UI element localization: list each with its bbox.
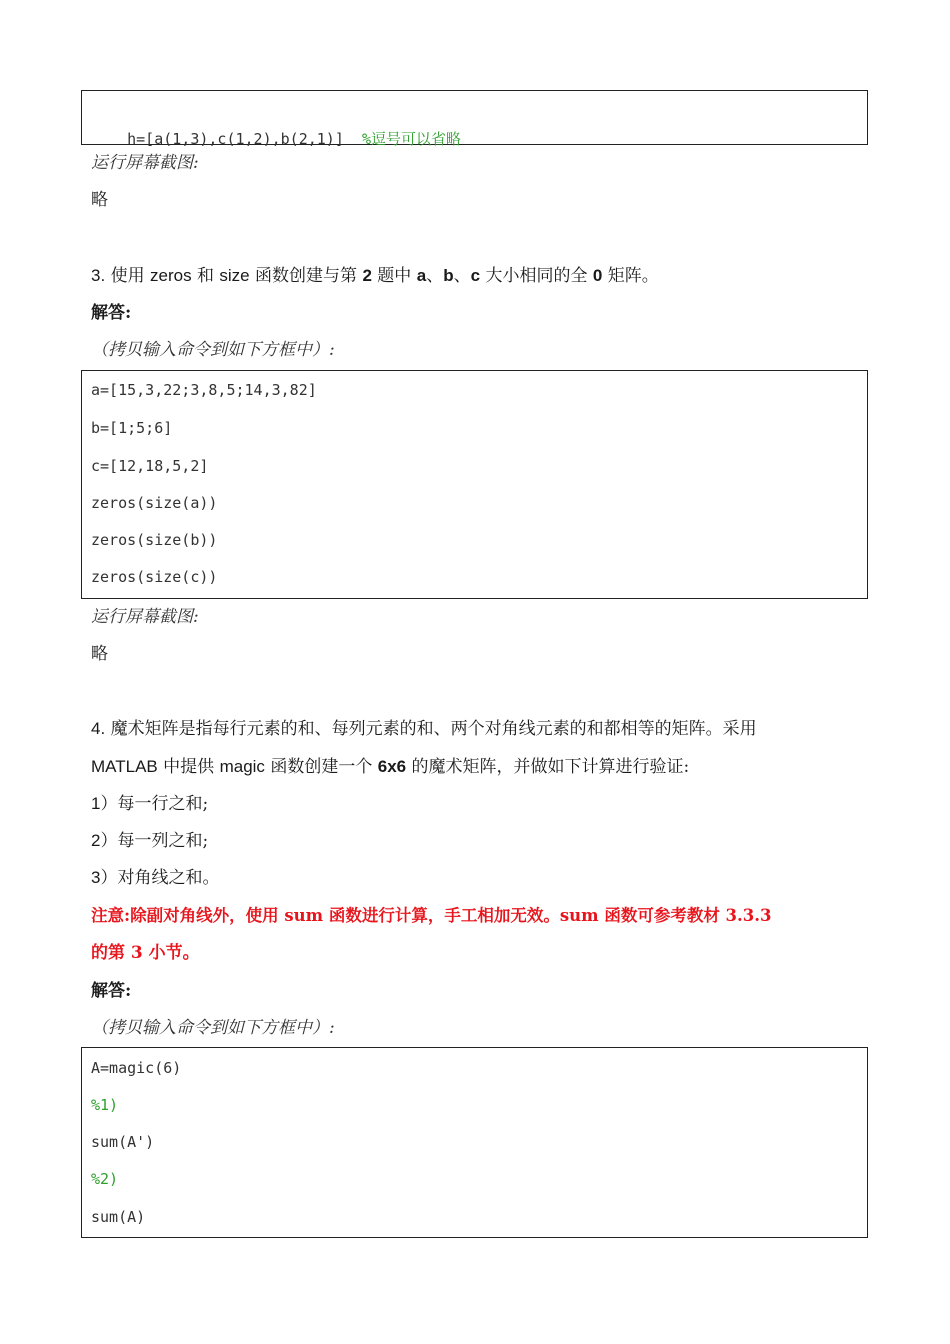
code-line: zeros(size(a))	[91, 494, 218, 512]
q4-part: 的魔术矩阵，并做如下计算进行验证:	[406, 757, 690, 777]
code-line: sum(A')	[91, 1133, 155, 1151]
q3-part: 函数创建与第	[249, 266, 363, 286]
screenshot-value: 略	[91, 190, 108, 210]
screenshot-label: 运行屏幕截图:	[91, 153, 199, 173]
q3-keyword: 0	[592, 266, 603, 285]
q3-keyword: zeros	[150, 266, 192, 285]
q4-keyword: magic	[219, 757, 265, 776]
code-text: h=[a(1,3),c(1,2),b(2,1)]	[127, 130, 344, 148]
code-line: c=[12,18,5,2]	[91, 457, 209, 475]
q3-keyword: size	[219, 266, 250, 285]
code-line: A=magic(6)	[91, 1059, 182, 1077]
q3-part: 题中	[371, 266, 417, 286]
list-item-text: ）每一行之和;	[100, 794, 209, 814]
q4-keyword: 6x6	[377, 757, 407, 776]
q3-keyword: a	[416, 266, 427, 285]
code-line: zeros(size(b))	[91, 531, 218, 549]
question-number: 4.	[91, 719, 106, 738]
note-line-1: 注意:除副对角线外，使用 sum 函数进行计算，手工相加无效。sum 函数可参考教材 3.3.3	[91, 906, 772, 925]
q4-text: 魔术矩阵是指每行元素的和、每列元素的和、两个对角线元素的和都相等的矩阵。采用	[110, 719, 757, 739]
question-4-line2	[91, 755, 689, 779]
q3-keyword: 2	[362, 266, 372, 285]
code-line: a=[15,3,22;3,8,5;14,3,82]	[91, 381, 317, 399]
list-item-text: ）每一列之和;	[100, 831, 209, 851]
list-item	[91, 866, 219, 890]
question-3	[91, 264, 659, 288]
answer-label: 解答:	[91, 981, 132, 1001]
q3-keyword: c	[470, 266, 481, 285]
q3-part: 矩阵。	[602, 266, 659, 286]
screenshot-value: 略	[91, 644, 108, 664]
q3-part: 和	[191, 266, 220, 286]
question-4-line1	[91, 717, 757, 741]
code-box-q3	[81, 370, 868, 599]
question-number: 3.	[91, 266, 106, 285]
copy-hint: （拷贝输入命令到如下方框中）:	[91, 1018, 335, 1038]
code-comment: %逗号可以省略	[361, 130, 461, 148]
screenshot-label: 运行屏幕截图:	[91, 607, 199, 627]
q3-part: 大小相同的全	[480, 266, 593, 286]
list-item	[91, 792, 208, 816]
list-item-number: 3	[91, 868, 101, 887]
code-line: b=[1;5;6]	[91, 419, 173, 437]
answer-label: 解答:	[91, 303, 132, 323]
q4-part: 函数创建一个	[264, 757, 378, 777]
copy-hint: （拷贝输入命令到如下方框中）:	[91, 340, 335, 360]
list-item-number: 1	[91, 794, 101, 813]
q3-keyword: b	[443, 266, 454, 285]
code-comment: %1)	[91, 1096, 119, 1114]
code-line: sum(A)	[91, 1208, 146, 1226]
code-box-h	[81, 90, 868, 148]
q3-part: 、	[453, 266, 471, 286]
list-item-number: 2	[91, 831, 101, 850]
q3-part: 使用	[110, 266, 150, 286]
list-item-text: ）对角线之和。	[100, 868, 220, 888]
q4-keyword: MATLAB	[91, 757, 158, 776]
note-line-2: 的第 3 小节。	[91, 943, 200, 963]
code-line: zeros(size(c))	[91, 568, 218, 586]
q4-part: 中提供	[157, 757, 220, 777]
code-box-q4	[81, 1047, 868, 1238]
list-item	[91, 829, 208, 853]
q3-part: 、	[426, 266, 444, 286]
code-comment: %2)	[91, 1170, 119, 1188]
